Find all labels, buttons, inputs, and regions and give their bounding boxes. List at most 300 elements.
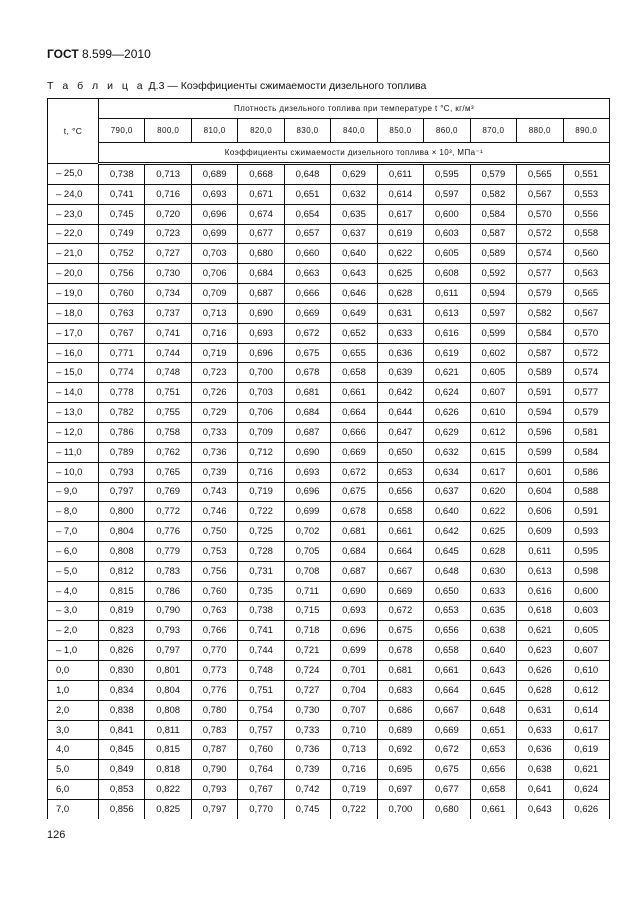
coefficient-cell: 0,715: [284, 601, 330, 621]
coefficient-cell: 0,642: [377, 383, 423, 403]
coefficient-cell: 0,737: [145, 303, 191, 323]
coefficient-cell: 0,582: [470, 184, 516, 204]
coefficient-cell: 0,804: [99, 522, 145, 542]
coefficient-cell: 0,818: [145, 760, 191, 780]
coefficient-cell: 0,615: [470, 442, 516, 462]
coefficient-cell: 0,683: [377, 680, 423, 700]
coefficient-cell: 0,622: [377, 244, 423, 264]
coefficient-cell: 0,629: [424, 422, 470, 442]
temperature-cell: – 25,0: [48, 164, 99, 185]
coefficient-cell: 0,605: [563, 621, 609, 641]
coefficient-cell: 0,625: [470, 522, 516, 542]
temperature-cell: – 17,0: [48, 323, 99, 343]
coefficient-cell: 0,793: [99, 462, 145, 482]
coefficient-cell: 0,588: [563, 482, 609, 502]
coefficient-cell: 0,690: [284, 442, 330, 462]
table-row: [48, 164, 610, 185]
coefficient-cell: 0,841: [99, 720, 145, 740]
coefficient-cell: 0,621: [517, 621, 563, 641]
coefficient-cell: 0,610: [563, 661, 609, 681]
coefficient-cell: 0,728: [238, 542, 284, 562]
coefficient-cell: 0,760: [191, 581, 237, 601]
coefficient-cell: 0,666: [331, 422, 377, 442]
coefficient-cell: 0,648: [284, 164, 330, 185]
coefficient-cell: 0,849: [99, 760, 145, 780]
coefficient-cell: 0,736: [191, 442, 237, 462]
standard-number: [47, 47, 151, 61]
temperature-cell: – 15,0: [48, 363, 99, 383]
coefficient-cell: 0,731: [238, 561, 284, 581]
coefficient-cell: 0,770: [191, 641, 237, 661]
density-column-header: 870,0: [470, 119, 516, 143]
temperature-cell: – 19,0: [48, 284, 99, 304]
coefficient-cell: 0,696: [284, 482, 330, 502]
coefficient-cell: 0,667: [377, 561, 423, 581]
coefficient-cell: 0,565: [517, 164, 563, 185]
coefficient-cell: 0,613: [424, 303, 470, 323]
coefficient-cell: 0,607: [563, 641, 609, 661]
coefficient-cell: 0,616: [424, 323, 470, 343]
coefficient-cell: 0,695: [377, 760, 423, 780]
coefficient-cell: 0,612: [470, 422, 516, 442]
coefficient-cell: 0,591: [517, 383, 563, 403]
coefficient-cell: 0,675: [284, 343, 330, 363]
coefficient-cell: 0,661: [470, 800, 516, 819]
coefficient-cell: 0,797: [191, 800, 237, 819]
coefficient-cell: 0,672: [331, 462, 377, 482]
table-row: [48, 422, 610, 442]
coefficient-cell: 0,744: [238, 641, 284, 661]
coefficient-cell: 0,625: [377, 264, 423, 284]
coefficient-cell: 0,651: [284, 184, 330, 204]
coefficient-cell: 0,756: [99, 264, 145, 284]
coefficient-cell: 0,597: [470, 303, 516, 323]
coefficient-cell: 0,643: [470, 661, 516, 681]
coefficient-cell: 0,696: [331, 621, 377, 641]
coefficient-cell: 0,713: [191, 303, 237, 323]
coefficient-cell: 0,645: [470, 680, 516, 700]
table-row: [48, 641, 610, 661]
coefficient-cell: 0,589: [470, 244, 516, 264]
coefficient-cell: 0,645: [424, 542, 470, 562]
coefficient-cell: 0,632: [331, 184, 377, 204]
coefficient-cell: 0,700: [377, 800, 423, 819]
temperature-cell: – 3,0: [48, 601, 99, 621]
coefficient-cell: 0,633: [517, 720, 563, 740]
coefficient-cell: 0,822: [145, 780, 191, 800]
coefficient-cell: 0,789: [99, 442, 145, 462]
coefficient-cell: 0,719: [331, 780, 377, 800]
coefficient-cell: 0,587: [470, 224, 516, 244]
temperature-cell: – 10,0: [48, 462, 99, 482]
coefficient-cell: 0,584: [563, 442, 609, 462]
coefficient-cell: 0,730: [284, 700, 330, 720]
coefficient-cell: 0,658: [377, 502, 423, 522]
coefficient-cell: 0,780: [191, 700, 237, 720]
coefficient-cell: 0,680: [238, 244, 284, 264]
coefficient-cell: 0,607: [470, 383, 516, 403]
coefficient-cell: 0,669: [377, 581, 423, 601]
coefficient-cell: 0,760: [99, 284, 145, 304]
coefficient-cell: 0,672: [424, 740, 470, 760]
coefficient-cell: 0,707: [331, 700, 377, 720]
coefficient-cell: 0,713: [331, 740, 377, 760]
coefficient-cell: 0,601: [517, 462, 563, 482]
coefficient-cell: 0,736: [284, 740, 330, 760]
coefficient-cell: 0,771: [99, 343, 145, 363]
coefficient-cell: 0,815: [145, 740, 191, 760]
coefficient-cell: 0,657: [284, 224, 330, 244]
temperature-cell: – 13,0: [48, 403, 99, 423]
coefficient-cell: 0,567: [517, 184, 563, 204]
coefficient-cell: 0,719: [191, 343, 237, 363]
coefficient-cell: 0,800: [99, 502, 145, 522]
coefficient-cell: 0,713: [145, 164, 191, 185]
table-row: [48, 522, 610, 542]
coefficient-cell: 0,797: [145, 641, 191, 661]
coefficient-cell: 0,594: [517, 403, 563, 423]
coefficient-cell: 0,762: [145, 442, 191, 462]
coefficient-cell: 0,656: [377, 482, 423, 502]
coefficient-cell: 0,838: [99, 700, 145, 720]
coefficient-cell: 0,574: [563, 363, 609, 383]
coefficient-cell: 0,690: [331, 581, 377, 601]
coefficient-cell: 0,658: [470, 780, 516, 800]
temperature-cell: 0,0: [48, 661, 99, 681]
coefficient-cell: 0,631: [377, 303, 423, 323]
coefficient-cell: 0,633: [470, 581, 516, 601]
coefficient-cell: 0,640: [331, 244, 377, 264]
coefficient-cell: 0,692: [377, 740, 423, 760]
temperature-cell: – 2,0: [48, 621, 99, 641]
coefficient-cell: 0,563: [563, 264, 609, 284]
table-row: [48, 720, 610, 740]
coefficient-cell: 0,614: [563, 700, 609, 720]
coefficient-cell: 0,815: [99, 581, 145, 601]
coefficient-cell: 0,769: [145, 482, 191, 502]
coefficient-cell: 0,689: [191, 164, 237, 185]
coefficient-cell: 0,801: [145, 661, 191, 681]
table-row: [48, 760, 610, 780]
coefficient-cell: 0,739: [191, 462, 237, 482]
temperature-cell: – 21,0: [48, 244, 99, 264]
coefficient-cell: 0,603: [424, 224, 470, 244]
coefficient-header: Коэффициенты сжимаемости дизельного топлива × 10³, МПа⁻¹: [99, 143, 610, 164]
coefficient-cell: 0,664: [331, 403, 377, 423]
coefficient-cell: 0,595: [424, 164, 470, 185]
coefficient-cell: 0,687: [238, 284, 284, 304]
coefficient-cell: 0,790: [191, 760, 237, 780]
temperature-cell: – 9,0: [48, 482, 99, 502]
caption-text: Д.3 — Коэффициенты сжимаемости дизельного топлива: [148, 80, 427, 92]
temperature-cell: – 16,0: [48, 343, 99, 363]
coefficient-cell: 0,587: [517, 343, 563, 363]
table-row: [48, 303, 610, 323]
temperature-cell: – 24,0: [48, 184, 99, 204]
coefficient-cell: 0,565: [563, 284, 609, 304]
coefficient-cell: 0,743: [191, 482, 237, 502]
coefficient-cell: 0,556: [563, 204, 609, 224]
temperature-cell: 2,0: [48, 700, 99, 720]
coefficient-cell: 0,646: [331, 284, 377, 304]
table-row: [48, 740, 610, 760]
coefficient-cell: 0,600: [424, 204, 470, 224]
coefficient-cell: 0,651: [470, 720, 516, 740]
coefficient-cell: 0,754: [238, 700, 284, 720]
coefficient-cell: 0,598: [563, 561, 609, 581]
coefficient-cell: 0,710: [331, 720, 377, 740]
coefficient-cell: 0,634: [424, 462, 470, 482]
coefficient-cell: 0,647: [377, 422, 423, 442]
coefficient-cell: 0,638: [470, 621, 516, 641]
density-column-header: 800,0: [145, 119, 191, 143]
density-column-header: 890,0: [563, 119, 609, 143]
coefficient-cell: 0,716: [191, 323, 237, 343]
coefficient-cell: 0,756: [191, 561, 237, 581]
coefficient-cell: 0,664: [424, 680, 470, 700]
coefficient-cell: 0,596: [517, 422, 563, 442]
coefficient-cell: 0,560: [563, 244, 609, 264]
coefficient-cell: 0,579: [563, 403, 609, 423]
coefficient-cell: 0,672: [377, 601, 423, 621]
coefficient-cell: 0,681: [284, 383, 330, 403]
coefficient-cell: 0,628: [470, 542, 516, 562]
coefficient-cell: 0,811: [145, 720, 191, 740]
coefficient-cell: 0,570: [517, 204, 563, 224]
coefficient-cell: 0,653: [377, 462, 423, 482]
coefficient-cell: 0,649: [331, 303, 377, 323]
coefficient-cell: 0,579: [517, 284, 563, 304]
coefficient-cell: 0,834: [99, 680, 145, 700]
density-column-header: 810,0: [191, 119, 237, 143]
temperature-cell: – 18,0: [48, 303, 99, 323]
table-row: [48, 383, 610, 403]
coefficient-cell: 0,693: [284, 462, 330, 482]
coefficient-cell: 0,684: [238, 264, 284, 284]
coefficient-cell: 0,616: [517, 581, 563, 601]
coefficient-cell: 0,830: [99, 661, 145, 681]
coefficient-cell: 0,709: [191, 284, 237, 304]
table-row: [48, 244, 610, 264]
coefficient-cell: 0,637: [424, 482, 470, 502]
coefficient-cell: 0,677: [238, 224, 284, 244]
temperature-column-header: t, °C: [48, 99, 99, 164]
temperature-cell: – 4,0: [48, 581, 99, 601]
coefficient-cell: 0,611: [377, 164, 423, 185]
coefficient-cell: 0,764: [238, 760, 284, 780]
coefficient-cell: 0,723: [145, 224, 191, 244]
coefficient-cell: 0,653: [424, 601, 470, 621]
coefficient-cell: 0,726: [191, 383, 237, 403]
coefficient-cell: 0,748: [238, 661, 284, 681]
coefficient-cell: 0,776: [191, 680, 237, 700]
table-row: [48, 780, 610, 800]
temperature-cell: 4,0: [48, 740, 99, 760]
density-column-header: 880,0: [517, 119, 563, 143]
coefficient-cell: 0,626: [563, 800, 609, 819]
coefficient-cell: 0,633: [377, 323, 423, 343]
coefficient-cell: 0,693: [191, 184, 237, 204]
coefficient-cell: 0,797: [99, 482, 145, 502]
temperature-cell: – 6,0: [48, 542, 99, 562]
coefficient-cell: 0,626: [517, 661, 563, 681]
coefficient-cell: 0,703: [238, 383, 284, 403]
coefficient-cell: 0,742: [284, 780, 330, 800]
table-row: [48, 680, 610, 700]
coefficient-cell: 0,586: [563, 462, 609, 482]
coefficient-cell: 0,703: [191, 244, 237, 264]
coefficient-cell: 0,617: [377, 204, 423, 224]
coefficient-cell: 0,757: [238, 720, 284, 740]
coefficient-cell: 0,722: [238, 502, 284, 522]
coefficient-cell: 0,619: [563, 740, 609, 760]
coefficient-cell: 0,681: [377, 661, 423, 681]
coefficient-cell: 0,765: [145, 462, 191, 482]
coefficient-cell: 0,721: [284, 641, 330, 661]
temperature-cell: – 7,0: [48, 522, 99, 542]
coefficient-cell: 0,595: [563, 542, 609, 562]
table-row: [48, 700, 610, 720]
coefficient-cell: 0,783: [191, 720, 237, 740]
temperature-cell: 5,0: [48, 760, 99, 780]
coefficient-cell: 0,669: [284, 303, 330, 323]
coefficient-cell: 0,629: [331, 164, 377, 185]
coefficient-cell: 0,733: [284, 720, 330, 740]
coefficient-cell: 0,681: [331, 522, 377, 542]
coefficient-cell: 0,826: [99, 641, 145, 661]
coefficient-cell: 0,697: [377, 780, 423, 800]
coefficient-cell: 0,613: [517, 561, 563, 581]
coefficient-cell: 0,778: [99, 383, 145, 403]
coefficient-cell: 0,749: [99, 224, 145, 244]
coefficient-cell: 0,680: [424, 800, 470, 819]
coefficient-cell: 0,678: [284, 363, 330, 383]
coefficient-cell: 0,618: [517, 601, 563, 621]
table-row: [48, 621, 610, 641]
coefficient-cell: 0,712: [238, 442, 284, 462]
temperature-cell: 3,0: [48, 720, 99, 740]
coefficient-cell: 0,660: [284, 244, 330, 264]
coefficient-cell: 0,808: [99, 542, 145, 562]
coefficient-cell: 0,786: [145, 581, 191, 601]
table-row: [48, 363, 610, 383]
coefficient-cell: 0,567: [563, 303, 609, 323]
coefficient-cell: 0,684: [331, 542, 377, 562]
temperature-cell: – 22,0: [48, 224, 99, 244]
table-row: [48, 224, 610, 244]
table-row: [48, 601, 610, 621]
temperature-cell: 7,0: [48, 800, 99, 819]
coefficient-cell: 0,708: [284, 561, 330, 581]
coefficient-cell: 0,719: [238, 482, 284, 502]
density-column-header: 790,0: [99, 119, 145, 143]
coefficient-cell: 0,773: [191, 661, 237, 681]
coefficient-cell: 0,727: [284, 680, 330, 700]
coefficient-cell: 0,808: [145, 700, 191, 720]
temperature-cell: – 5,0: [48, 561, 99, 581]
coefficient-cell: 0,704: [331, 680, 377, 700]
coefficient-cell: 0,610: [470, 403, 516, 423]
coefficient-cell: 0,669: [331, 442, 377, 462]
table-row: [48, 502, 610, 522]
coefficient-cell: 0,631: [517, 700, 563, 720]
coefficient-cell: 0,734: [145, 284, 191, 304]
coefficient-cell: 0,819: [99, 601, 145, 621]
coefficient-cell: 0,609: [517, 522, 563, 542]
density-header: Плотность дизельного топлива при температуре t °C, кг/м³: [99, 99, 610, 119]
coefficient-cell: 0,619: [424, 343, 470, 363]
coefficient-cell: 0,636: [377, 343, 423, 363]
coefficient-cell: 0,739: [284, 760, 330, 780]
coefficient-cell: 0,772: [145, 502, 191, 522]
coefficient-cell: 0,650: [377, 442, 423, 462]
coefficient-cell: 0,787: [191, 740, 237, 760]
coefficient-cell: 0,663: [284, 264, 330, 284]
coefficient-cell: 0,594: [470, 284, 516, 304]
coefficient-cell: 0,693: [331, 601, 377, 621]
coefficient-cell: 0,687: [284, 422, 330, 442]
coefficient-cell: 0,804: [145, 680, 191, 700]
coefficient-cell: 0,605: [424, 244, 470, 264]
coefficient-cell: 0,716: [145, 184, 191, 204]
standard-label: ГОСТ: [47, 47, 79, 61]
coefficient-cell: 0,624: [424, 383, 470, 403]
coefficient-cell: 0,738: [238, 601, 284, 621]
coefficient-cell: 0,664: [377, 542, 423, 562]
coefficient-cell: 0,722: [331, 800, 377, 819]
coefficient-cell: 0,718: [284, 621, 330, 641]
coefficient-cell: 0,716: [331, 760, 377, 780]
coefficient-cell: 0,572: [563, 343, 609, 363]
coefficient-cell: 0,699: [331, 641, 377, 661]
coefficient-cell: 0,553: [563, 184, 609, 204]
density-column-header: 820,0: [238, 119, 284, 143]
coefficient-cell: 0,699: [284, 502, 330, 522]
table-row: [48, 284, 610, 304]
coefficient-cell: 0,677: [424, 780, 470, 800]
coefficient-cell: 0,599: [517, 442, 563, 462]
coefficient-cell: 0,604: [517, 482, 563, 502]
table-row: [48, 323, 610, 343]
coefficient-cell: 0,643: [331, 264, 377, 284]
coefficient-cell: 0,624: [563, 780, 609, 800]
table-row: [48, 581, 610, 601]
coefficient-cell: 0,675: [331, 482, 377, 502]
coefficient-cell: 0,621: [424, 363, 470, 383]
coefficient-cell: 0,701: [331, 661, 377, 681]
density-column-header: 850,0: [377, 119, 423, 143]
table-row: [48, 403, 610, 423]
coefficient-cell: 0,589: [517, 363, 563, 383]
coefficient-cell: 0,696: [191, 204, 237, 224]
coefficient-cell: 0,648: [470, 700, 516, 720]
table-row: [48, 204, 610, 224]
coefficient-cell: 0,751: [145, 383, 191, 403]
coefficient-cell: 0,620: [470, 482, 516, 502]
coefficient-cell: 0,687: [331, 561, 377, 581]
coefficient-cell: 0,656: [470, 760, 516, 780]
coefficient-cell: 0,581: [563, 422, 609, 442]
coefficient-cell: 0,823: [99, 621, 145, 641]
coefficient-cell: 0,751: [238, 680, 284, 700]
coefficient-cell: 0,723: [191, 363, 237, 383]
coefficient-cell: 0,572: [517, 224, 563, 244]
coefficient-cell: 0,763: [99, 303, 145, 323]
coefficient-cell: 0,812: [99, 561, 145, 581]
temperature-cell: – 11,0: [48, 442, 99, 462]
coefficient-cell: 0,652: [331, 323, 377, 343]
coefficient-cell: 0,551: [563, 164, 609, 185]
